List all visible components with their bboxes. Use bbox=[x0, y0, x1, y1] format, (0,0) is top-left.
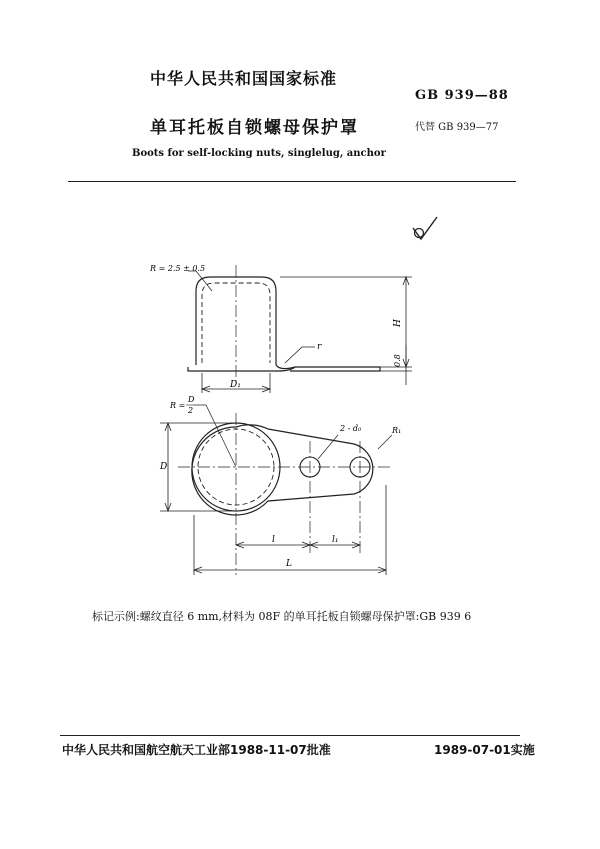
label-l: l bbox=[272, 535, 275, 545]
label-holes: 2 - d₀ bbox=[340, 424, 362, 433]
label-D: D bbox=[160, 462, 168, 472]
label-D1: D₁ bbox=[230, 380, 241, 390]
lug-outline bbox=[192, 425, 373, 515]
footer-divider bbox=[60, 735, 520, 736]
technical-drawing bbox=[130, 245, 403, 585]
label-R-den: 2 bbox=[188, 406, 194, 415]
replaces-note: 代替 GB 939—77 bbox=[415, 122, 499, 133]
implementation-date: 1989-07-01实施 bbox=[434, 743, 535, 757]
document-title: 单耳托板自锁螺母保护罩 bbox=[150, 118, 359, 138]
marking-example: 标记示例:螺纹直径 6 mm,材料为 08F 的单耳托板自锁螺母保护罩:GB 939 6 bbox=[92, 610, 472, 623]
label-thickness: 0.8 bbox=[393, 354, 402, 367]
surface-roughness-icon bbox=[410, 214, 440, 244]
label-R1: R₁ bbox=[392, 426, 402, 435]
label-R-prefix: R = bbox=[170, 401, 186, 410]
base-flange-right bbox=[276, 365, 380, 371]
label-r: r bbox=[317, 342, 322, 352]
approval-note: 中华人民共和国航空航天工业部1988-11-07批准 bbox=[62, 743, 331, 757]
radius-note: R = 2.5 ± 0.5 bbox=[150, 264, 206, 273]
national-standard-heading: 中华人民共和国国家标准 bbox=[150, 69, 338, 88]
header-divider bbox=[68, 181, 516, 182]
label-H: H bbox=[393, 319, 403, 327]
label-l1: l₁ bbox=[332, 535, 339, 545]
label-L: L bbox=[286, 559, 292, 569]
standard-number: GB 939—88 bbox=[415, 88, 509, 103]
english-title: Boots for self-locking nuts, singlelug, anchor bbox=[132, 148, 386, 159]
label-R-num: D bbox=[188, 395, 195, 404]
